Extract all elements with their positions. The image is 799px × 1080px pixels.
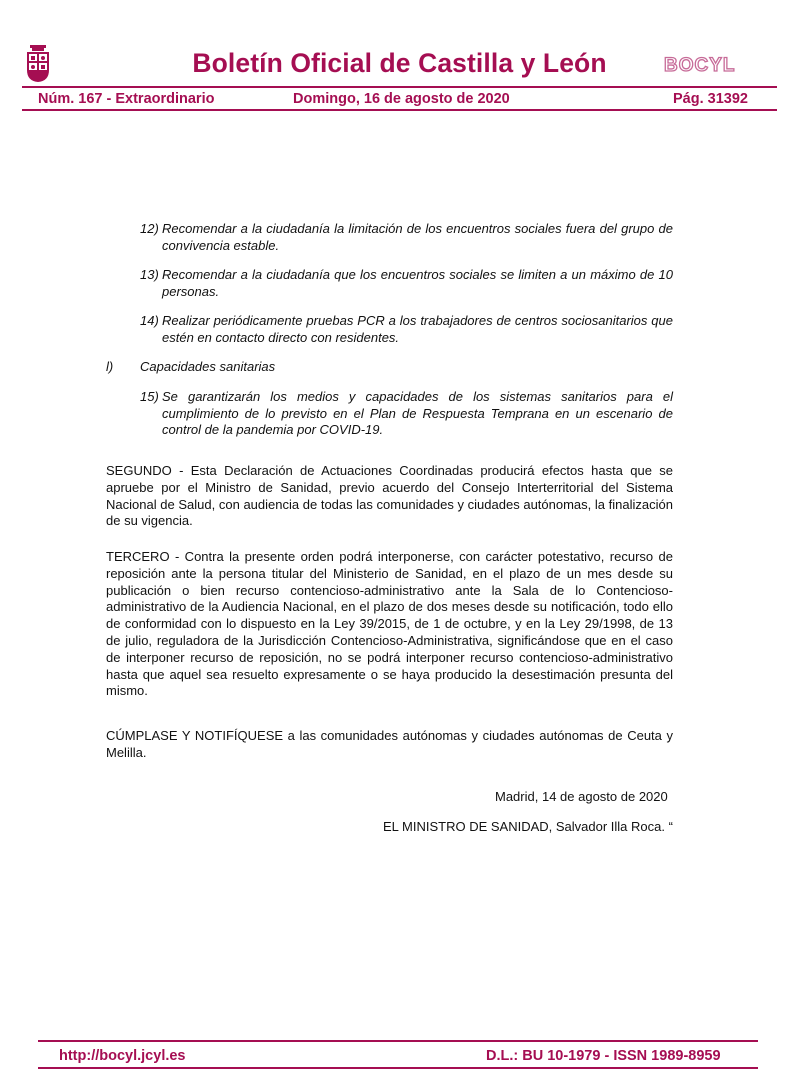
signature: EL MINISTRO DE SANIDAD, Salvador Illa Roca. “ <box>383 819 673 834</box>
section-label: Capacidades sanitarias <box>140 359 276 374</box>
item-text: Realizar periódicamente pruebas PCR a los trabajadores de centros sociosanitarios que estén en contacto directo con residentes. <box>162 313 673 345</box>
footer-url-link[interactable]: http://bocyl.jcyl.es <box>59 1048 186 1064</box>
bulletin-title: Boletín Oficial de Castilla y León <box>192 48 607 78</box>
list-item <box>140 221 673 254</box>
list-item <box>140 267 673 300</box>
section-letter: l) <box>106 359 114 374</box>
list-item <box>140 389 673 439</box>
footer-rule-bottom <box>38 1067 758 1069</box>
paragraph-tercero: TERCERO - Contra la presente orden podrá interponerse, con carácter potestativo, recurso de reposición ante la persona titular del Ministerio de Sanidad, en el plazo de un mes desde su publicación o bien recurso contencioso-administrativo ante la Sala de lo Contencioso-administrativo de la Audiencia Nacional, en el plazo de dos meses desde su notificación, todo ello de conformidad con lo dispuesto en la Ley 39/2015, de 1 de octubre, y en la Ley 29/1998, de 13 de julio, reguladora de la Jurisdicción Contencioso-Administrativa, significándose que en el caso de interponer recurso de reposición, no se podrá interponer recurso contencioso-administrativo hasta que aquel sea resuelto expresamente o se haya producido la desestimación presunta del mismo. <box>106 549 673 699</box>
item-text: Recomendar a la ciudadanía la limitación de los encuentros sociales fuera del grupo de convivencia estable. <box>162 221 673 253</box>
footer-rule-top <box>38 1040 758 1042</box>
header-rule-bottom <box>22 109 777 111</box>
header-rule-top <box>22 86 777 88</box>
item-number: 12) <box>140 221 159 236</box>
bulletin-header <box>0 0 799 112</box>
item-text: Se garantizarán los medios y capacidades de los sistemas sanitarios para el cumplimiento de lo previsto en el Plan de Respuesta Temprana en un escenario de control de la pandemia por COVID-19. <box>162 389 673 437</box>
item-number: 13) <box>140 267 159 282</box>
place-date: Madrid, 14 de agosto de 2020 <box>495 789 668 804</box>
legal-deposit: D.L.: BU 10-1979 - ISSN 1989-8959 <box>486 1048 721 1064</box>
page-number: Pág. 31392 <box>673 91 748 107</box>
section-heading <box>106 359 276 374</box>
issue-date: Domingo, 16 de agosto de 2020 <box>293 91 510 107</box>
paragraph-segundo: SEGUNDO - Esta Declaración de Actuaciones Coordinadas producirá efectos hasta que se apruebe por el Ministro de Sanidad, previo acuerdo del Consejo Interterritorial del Sistema Nacional de Salud, con audiencia de todas las comunidades y ciudades autónomas, la finalización de su vigencia. <box>106 463 673 529</box>
item-number: 14) <box>140 313 159 328</box>
item-text: Recomendar a la ciudadanía que los encuentros sociales se limiten a un máximo de 10 personas. <box>162 267 673 299</box>
issue-number: Núm. 167 - Extraordinario <box>38 91 215 107</box>
list-item <box>140 313 673 346</box>
bocyl-logo: BOCYL <box>664 55 736 76</box>
paragraph-cumplase: CÚMPLASE Y NOTIFÍQUESE a las comunidades autónomas y ciudades autónomas de Ceuta y Melilla. <box>106 728 673 760</box>
item-number: 15) <box>140 389 159 404</box>
